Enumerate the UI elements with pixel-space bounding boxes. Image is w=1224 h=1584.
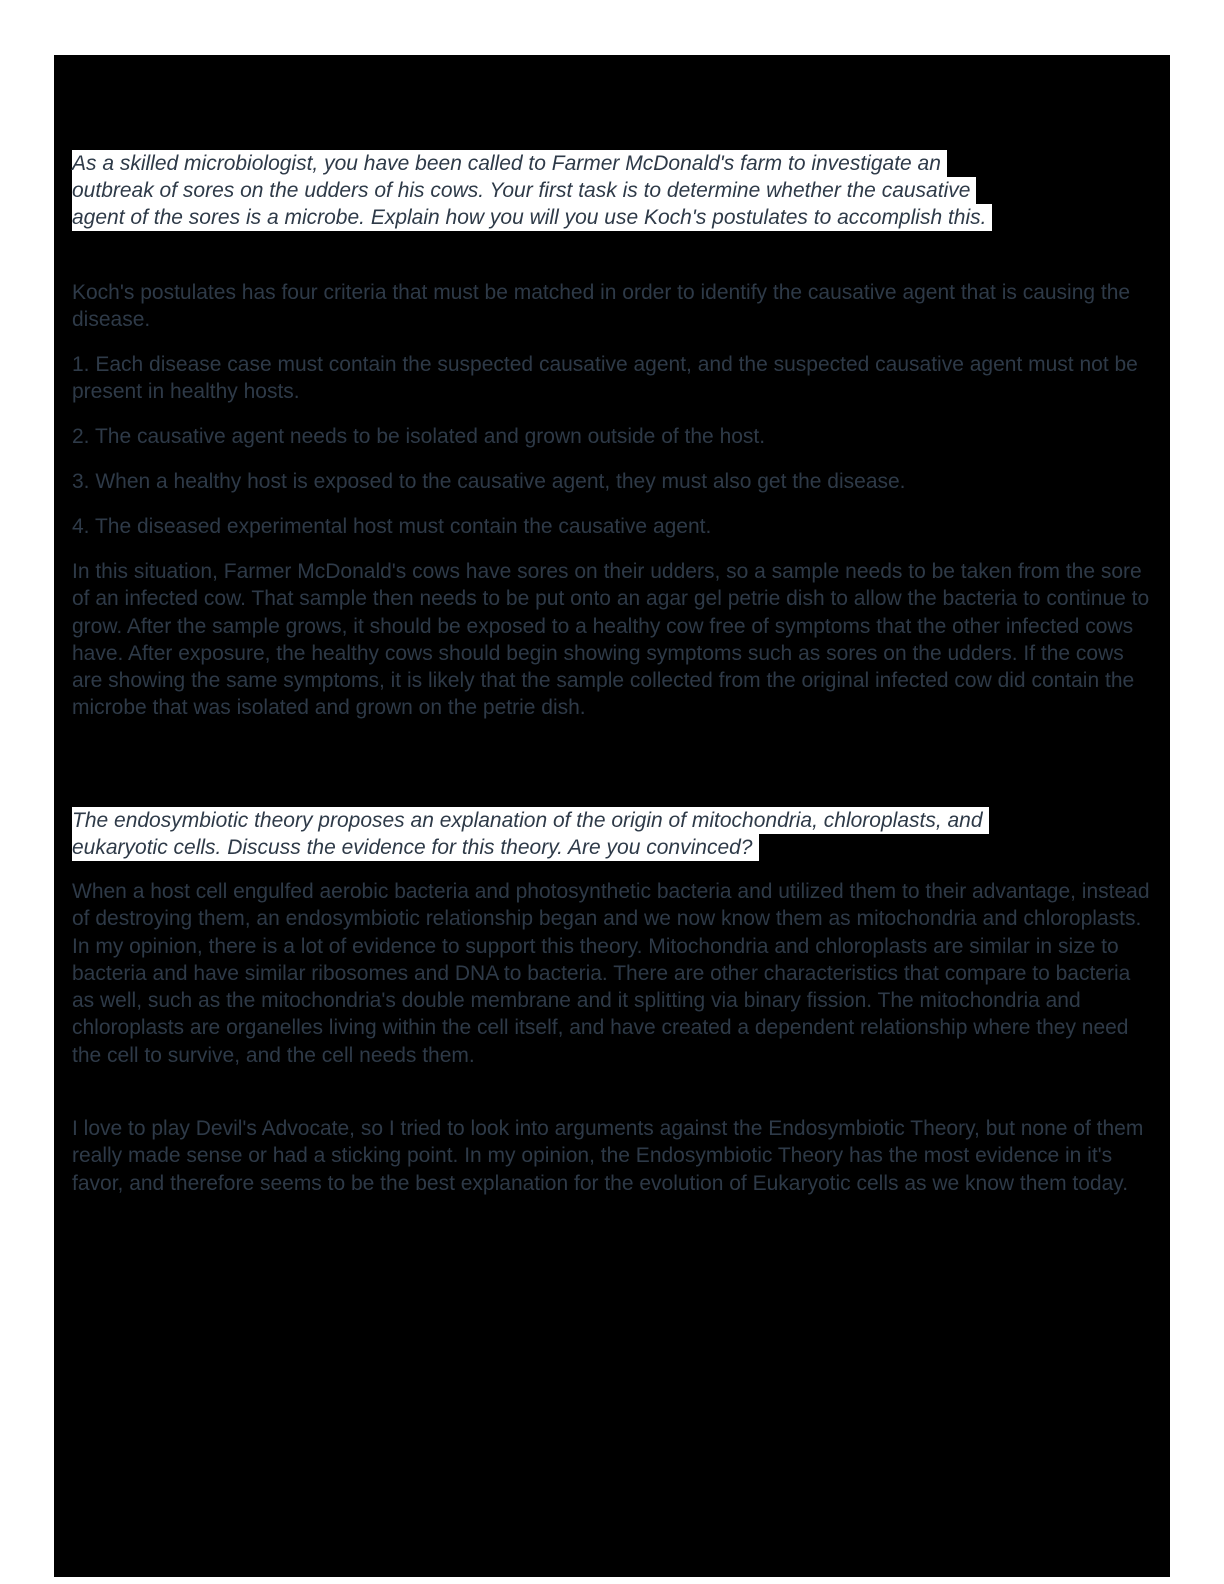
answer1-intro: Koch's postulates has four criteria that must be matched in order to identify the causative agent that is causing the disease. [72,281,1131,332]
answer2-paragraph-1: When a host cell engulfed aerobic bacteria and photosynthetic bacteria and utilized them to their advantage, instead of destroying them, an endosymbiotic relationship began and we now know them as mitochondria and chloroplasts. In my opinion, there is a lot of evidence to support this theory. Mitochondria and chloroplasts are similar in size to bacteria and have similar ribosomes and DNA to bacteria. There are other characteristics that compare to bacteria as well, such as the mitochondria's double membrane and it splitting via binary fission. The mitochondria and chloroplasts are organelles living within the cell itself, and have created a dependent relationship where they need the cell to survive, and the cell needs them. [72,880,1150,1067]
criterion-4: 4. The diseased experimental host must contain the causative agent. [72,515,712,538]
question1-line: outbreak of sores on the udders of his cows. Your first task is to determine whether the causative [72,177,976,204]
answer2-paragraph-2: I love to play Devil's Advocate, so I tried to look into arguments against the Endosymbiotic Theory, but none of them really made sense or had a sticking point. In my opinion, the Endosymbiotic Theory has the most evidence in it's favor, and therefore seems to be the best explanation for the evolution of Eukaryotic cells as we know them today. [72,1117,1144,1195]
question2-line: The endosymbiotic theory proposes an explanation of the origin of mitochondria, chloroplasts, and [72,807,989,834]
question2-line: eukaryotic cells. Discuss the evidence for this theory. Are you convinced? [72,834,759,861]
criterion-3: 3. When a healthy host is exposed to the causative agent, they must also get the disease. [72,470,906,493]
criterion-2: 2. The causative agent needs to be isolated and grown outside of the host. [72,425,766,448]
criterion-1: 1. Each disease case must contain the suspected causative agent, and the suspected causative agent must not be present in healthy hosts. [72,353,1138,404]
question1-line: agent of the sores is a microbe. Explain how you will you use Koch's postulates to accomplish this. [72,204,992,231]
answer1-explanation: In this situation, Farmer McDonald's cows have sores on their udders, so a sample needs to be taken from the sore of an infected cow. That sample then needs to be put onto an agar gel petrie dish to allow the bacteria to continue to grow. After the sample grows, it should be exposed to a healthy cow free of symptoms that the other infected cows have. After exposure, the healthy cows should begin showing symptoms such as sores on the udders. If the cows are showing the same symptoms, it is likely that the sample collected from the original infected cow did contain the microbe that was isolated and grown on the petrie dish. [72,560,1150,720]
question1-line: As a skilled microbiologist, you have been called to Farmer McDonald's farm to investigate an [72,150,947,177]
